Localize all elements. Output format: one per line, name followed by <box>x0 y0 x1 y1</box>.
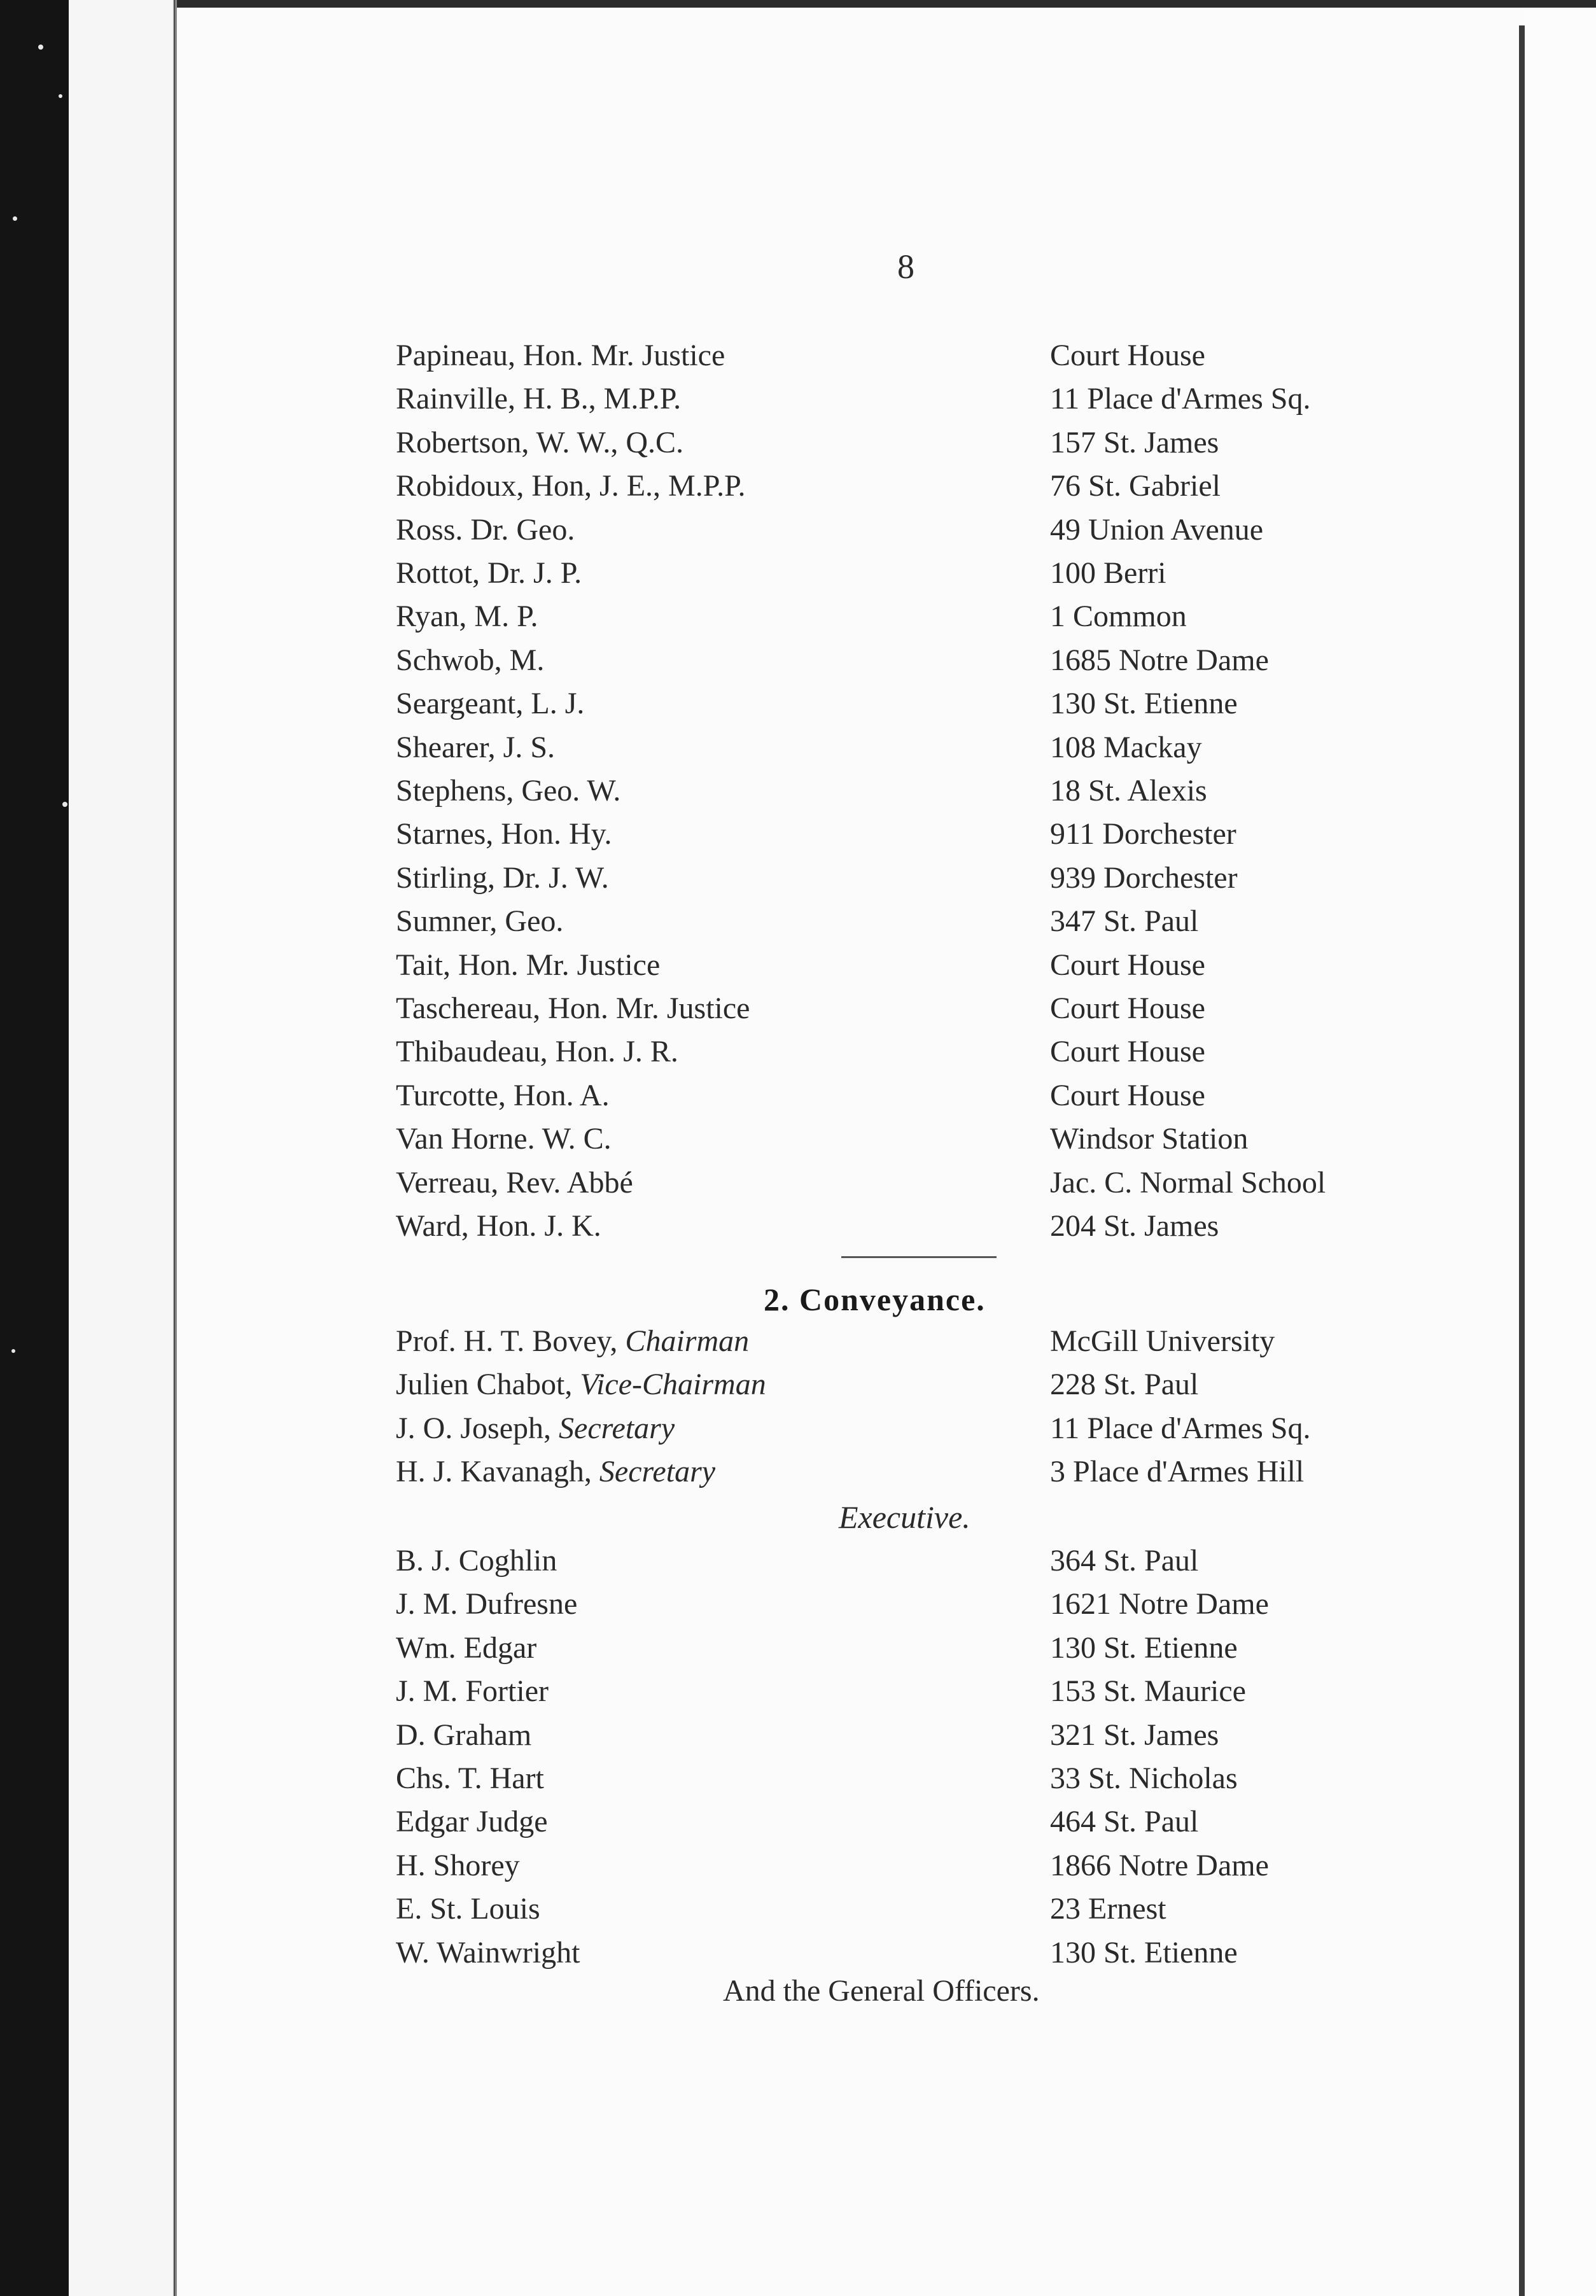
member-name-text: E. St. Louis <box>396 1892 540 1926</box>
member-name <box>396 682 584 725</box>
member-address: 1 Common <box>1050 599 1187 634</box>
list-item <box>0 639 1596 682</box>
member-address: 108 Mackay <box>1050 730 1202 764</box>
list-item <box>0 944 1596 987</box>
member-name <box>396 639 544 682</box>
member-address: 23 Ernest <box>1050 1892 1166 1926</box>
member-name <box>396 1887 540 1931</box>
member-name-text: Robidoux, Hon, J. E., M.P.P. <box>396 469 746 503</box>
list-item <box>0 1074 1596 1117</box>
list-item <box>0 1844 1596 1887</box>
member-name-text: Ross. Dr. Geo. <box>396 512 575 547</box>
list-item <box>0 1627 1596 1670</box>
member-address: 11 Place d'Armes Sq. <box>1050 1411 1311 1445</box>
list-item <box>0 900 1596 943</box>
member-address: 157 St. James <box>1050 425 1219 459</box>
list-item <box>0 1887 1596 1931</box>
member-address: 49 Union Avenue <box>1050 512 1264 547</box>
member-address: Jac. C. Normal School <box>1050 1165 1326 1200</box>
member-name <box>396 465 745 508</box>
member-name-text: Van Horne. W. C. <box>396 1122 612 1156</box>
member-name <box>396 1030 678 1074</box>
list-item <box>0 1800 1596 1844</box>
member-name <box>396 1074 610 1117</box>
member-name-text: Sumner, Geo. <box>396 904 564 939</box>
member-name-text: J. M. Dufresne <box>396 1587 578 1621</box>
member-name-text: Rottot, Dr. J. P. <box>396 556 582 590</box>
list-item <box>0 1363 1596 1406</box>
list-item <box>0 465 1596 508</box>
member-address: 321 St. James <box>1050 1718 1219 1752</box>
member-address: McGill University <box>1050 1324 1275 1358</box>
member-name <box>396 1450 715 1494</box>
member-name-text: Wm. Edgar <box>396 1630 537 1665</box>
member-role: Vice-Chairman <box>580 1368 766 1402</box>
member-address: 11 Place d'Armes Sq. <box>1050 382 1311 416</box>
member-address: Court House <box>1050 339 1205 372</box>
member-name <box>396 421 683 465</box>
member-name-text: Ryan, M. P. <box>396 599 538 634</box>
member-name-text: J. M. Fortier <box>396 1674 549 1709</box>
member-name <box>396 1844 520 1887</box>
list-item <box>0 726 1596 769</box>
member-name <box>396 1205 601 1248</box>
member-name-text: J. O. Joseph, <box>396 1411 552 1445</box>
member-name <box>396 1583 577 1626</box>
member-name-text: Shearer, J. S. <box>396 730 556 764</box>
list-item <box>0 987 1596 1030</box>
member-name <box>396 1627 536 1670</box>
member-name <box>396 1363 766 1406</box>
list-item <box>0 1583 1596 1626</box>
member-name <box>396 552 582 595</box>
member-name <box>396 1407 675 1450</box>
list-item <box>0 1670 1596 1713</box>
member-address: 464 St. Paul <box>1050 1805 1199 1839</box>
member-name-text: Chs. T. Hart <box>396 1761 544 1795</box>
member-address: 130 St. Etienne <box>1050 1935 1238 1970</box>
member-address: 76 St. Gabriel <box>1050 469 1221 503</box>
member-name <box>396 1931 580 1975</box>
member-name <box>396 1539 557 1583</box>
member-name-text: B. J. Coghlin <box>396 1544 557 1578</box>
member-address: 939 Dorchester <box>1050 860 1238 895</box>
member-address: Court House <box>1050 1078 1205 1112</box>
member-address: 153 St. Maurice <box>1050 1674 1246 1709</box>
list-item <box>0 1117 1596 1161</box>
list-item <box>0 857 1596 900</box>
list-item <box>0 1205 1596 1248</box>
list-item <box>0 1757 1596 1800</box>
list-item <box>0 1539 1596 1583</box>
member-address: 100 Berri <box>1050 556 1166 590</box>
member-name-text: Verreau, Rev. Abbé <box>396 1165 633 1200</box>
executive-heading: Executive. <box>839 1499 970 1535</box>
list-item <box>0 769 1596 813</box>
list-item <box>0 1931 1596 1975</box>
member-name <box>396 1161 633 1205</box>
member-name <box>396 1320 749 1363</box>
member-address: 1866 Notre Dame <box>1050 1848 1269 1882</box>
member-name <box>396 1117 612 1161</box>
member-name-text: Taschereau, Hon. Mr. Justice <box>396 991 750 1025</box>
member-name <box>396 508 575 552</box>
scan-speck <box>38 45 43 50</box>
right-margin-rule <box>1525 0 1596 8</box>
member-address: 364 St. Paul <box>1050 1544 1199 1578</box>
member-name <box>396 595 538 638</box>
member-name <box>396 900 563 943</box>
member-address: 18 St. Alexis <box>1050 774 1207 808</box>
member-name-text: Julien Chabot, <box>396 1368 573 1402</box>
member-role: Secretary <box>599 1455 716 1489</box>
member-name-text: Stephens, Geo. W. <box>396 774 621 808</box>
member-address: 228 St. Paul <box>1050 1368 1199 1402</box>
list-item <box>0 813 1596 856</box>
member-address: 347 St. Paul <box>1050 904 1199 939</box>
scan-speck <box>59 94 62 98</box>
scan-speck <box>13 216 17 221</box>
member-name-text: H. Shorey <box>396 1848 520 1882</box>
member-address: 33 St. Nicholas <box>1050 1761 1238 1795</box>
member-name-text: H. J. Kavanagh, <box>396 1455 592 1489</box>
member-name-text: Schwob, M. <box>396 643 545 677</box>
member-address: 911 Dorchester <box>1050 817 1236 851</box>
member-name-text: Stirling, Dr. J. W. <box>396 860 609 895</box>
footer-note: And the General Officers. <box>723 1974 1040 2008</box>
member-name-text: Edgar Judge <box>396 1805 548 1839</box>
member-name <box>396 334 725 377</box>
list-item <box>0 334 1596 377</box>
member-name <box>396 1670 549 1713</box>
member-name <box>396 377 681 421</box>
list-item <box>0 1407 1596 1450</box>
member-name-text: Rainville, H. B., M.P.P. <box>396 382 682 416</box>
member-address: 130 St. Etienne <box>1050 1630 1238 1665</box>
member-name-text: Thibaudeau, Hon. J. R. <box>396 1035 678 1069</box>
list-item <box>0 1714 1596 1757</box>
member-address: Court House <box>1050 948 1205 982</box>
member-address: 204 St. James <box>1050 1209 1219 1243</box>
list-item <box>0 1030 1596 1074</box>
list-item <box>0 377 1596 421</box>
member-name <box>396 769 620 813</box>
list-item <box>0 682 1596 725</box>
member-address: 1621 Notre Dame <box>1050 1587 1269 1621</box>
list-item <box>0 508 1596 552</box>
member-name-text: Ward, Hon. J. K. <box>396 1209 601 1243</box>
page-number: 8 <box>897 248 914 286</box>
list-item <box>0 552 1596 595</box>
member-name <box>396 857 609 900</box>
member-name-text: Prof. H. T. Bovey, <box>396 1324 618 1358</box>
section-heading: 2. Conveyance. <box>764 1282 986 1317</box>
section-divider <box>841 1256 997 1258</box>
member-address: 130 St. Etienne <box>1050 687 1238 721</box>
member-address: 1685 Notre Dame <box>1050 643 1269 677</box>
member-address: Windsor Station <box>1050 1122 1249 1156</box>
member-address: Court House <box>1050 991 1205 1025</box>
list-item <box>0 595 1596 638</box>
list-item <box>0 1320 1596 1363</box>
member-name <box>396 813 612 856</box>
member-name-text: Papineau, Hon. Mr. Justice <box>396 339 725 372</box>
list-item <box>0 1450 1596 1494</box>
top-rule <box>177 0 1529 8</box>
member-name-text: Turcotte, Hon. A. <box>396 1078 610 1112</box>
member-address: Court House <box>1050 1035 1205 1069</box>
member-name <box>396 944 660 987</box>
member-name <box>396 1800 548 1844</box>
member-name <box>396 1714 531 1757</box>
member-name-text: Tait, Hon. Mr. Justice <box>396 948 661 982</box>
member-name <box>396 987 750 1030</box>
member-role: Chairman <box>625 1324 750 1358</box>
member-name-text: D. Graham <box>396 1718 532 1752</box>
list-item <box>0 421 1596 465</box>
member-name-text: W. Wainwright <box>396 1935 580 1970</box>
list-item <box>0 1161 1596 1205</box>
member-name-text: Robertson, W. W., Q.C. <box>396 425 684 459</box>
member-name-text: Starnes, Hon. Hy. <box>396 817 612 851</box>
member-name <box>396 726 555 769</box>
member-name <box>396 1757 544 1800</box>
member-role: Secretary <box>559 1411 675 1445</box>
member-address: 3 Place d'Armes Hill <box>1050 1455 1305 1489</box>
member-name-text: Seargeant, L. J. <box>396 687 585 721</box>
